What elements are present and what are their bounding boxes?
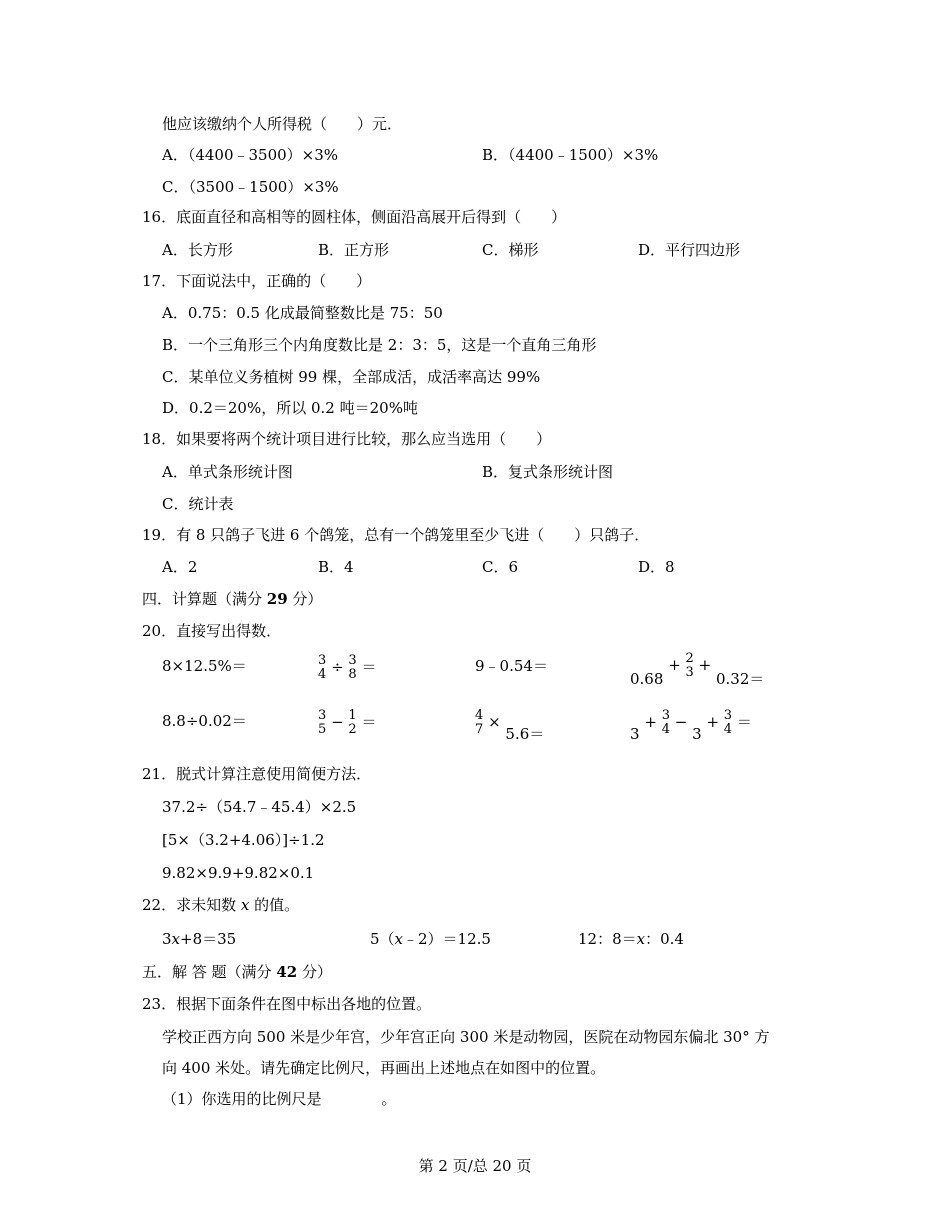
option-b: B．一个三角形三个内角度数比是 2：3：5，这是一个直角三角形 [162,336,597,354]
expression-2: [5×（3.2+4.06）]÷1.2 [162,831,325,849]
numerator: 3 [348,653,357,668]
operator: + [698,656,712,674]
operand: 0.68 [630,670,664,688]
equals: ＝ [361,713,377,731]
option-b: B．正方形 [318,241,390,259]
variable: x [240,896,250,914]
fraction [662,709,670,737]
page-footer: 第 2 页/总 20 页 [418,1157,532,1175]
option-a: A．（4400﹣3500）×3% [162,146,339,164]
numerator: 3 [318,653,327,668]
denominator: 4 [723,722,733,737]
option-c: C．某单位义务植树 99 棵，全部成活，成活率高达 99% [162,368,541,386]
paragraph-line: 学校正西方向 500 米是少年宫，少年宫正向 300 米是动物园，医院在动物园东偏北 30° 方 [162,1028,770,1046]
denominator: 3 [685,665,694,680]
variable: x [636,930,646,948]
expression-3: 9.82×9.9+9.82×0.1 [162,864,315,882]
expression-2 [318,654,377,682]
operand: 3 [630,725,640,743]
denominator: 4 [318,667,327,682]
equation-rest: +8＝35 [180,930,237,948]
option-b: B．复式条形统计图 [482,463,614,481]
operator: − [331,713,344,731]
operand: 5.6＝ [505,725,545,743]
expression-8 [630,709,752,742]
option-d: D．0.2＝20%，所以 0.2 吨＝20%吨 [162,399,418,417]
equation-pre: 12：8＝ [578,930,637,948]
option-c: C．统计表 [162,495,234,513]
numerator: 3 [661,708,670,723]
operator: + [644,713,657,731]
denominator: 8 [348,667,357,682]
stem-post: 的值。 [249,896,300,914]
operand: 0.32＝ [715,670,765,688]
section-heading-pre: 四．计算题（满分 [142,590,267,608]
equation-rest: ：0.4 [645,930,684,948]
option-c: C．（3500﹣1500）×3% [162,178,339,196]
expression-1: 37.2÷（54.7﹣45.4）×2.5 [162,798,357,816]
fraction [724,709,732,737]
option-a: A．单式条形统计图 [162,463,293,481]
section-heading-post: 分） [297,963,332,981]
fraction [318,654,326,682]
question-text: 他应该缴纳个人所得税（ ）元． [162,115,403,133]
numerator: 1 [348,708,357,723]
expression-1: 8×12.5%＝ [162,657,247,675]
numerator: 3 [723,708,733,723]
question-19: 19．有 8 只鸽子飞进 6 个鸽笼，总有一个鸽笼里至少飞进（ ）只鸽子． [142,526,650,544]
numerator: 2 [685,651,694,666]
question-20: 20．直接写出得数． [142,622,282,640]
option-b: B．（4400﹣1500）×3% [482,146,659,164]
section-heading-5 [142,962,332,982]
equation-1 [162,929,236,949]
variable: x [171,930,181,948]
operator: ÷ [331,658,344,676]
denominator: 5 [318,722,327,737]
section-heading-4 [142,589,322,609]
denominator: 7 [475,722,484,737]
option-d: D．平行四边形 [638,241,741,259]
expression-3: 9﹣0.54＝ [475,657,548,675]
operator: − [674,713,688,731]
paragraph-line: 向 400 米处。请先确定比例尺，再画出上述地点在如图中的位置。 [162,1059,606,1077]
sub-question: （1）你选用的比例尺是 。 [162,1090,397,1108]
denominator: 4 [661,722,670,737]
option-d: D．8 [638,558,675,576]
equals: ＝ [361,658,377,676]
expression-6 [318,709,377,737]
question-23: 23．根据下面条件在图中标出各地的位置。 [142,995,432,1013]
question-17: 17．下面说法中，正确的（ ） [142,272,372,290]
denominator: 2 [348,722,357,737]
question-22 [142,895,299,915]
fraction [348,654,356,682]
stem-pre: 22．求未知数 [142,896,241,914]
operator: + [706,713,720,731]
operator: × [488,713,501,731]
fraction [475,709,483,737]
section-heading-post: 分） [287,590,323,608]
equals: ＝ [736,713,752,731]
option-a: A．长方形 [162,241,233,259]
option-c: C．6 [482,558,519,576]
question-21: 21．脱式计算注意使用简便方法． [142,765,372,783]
operator: + [668,656,681,674]
option-c: C．梯形 [482,241,539,259]
equation-3 [578,929,684,949]
equation-pre: 5（ [370,930,395,948]
option-b: B．4 [318,558,354,576]
equation-rest: ﹣2）＝12.5 [403,930,491,948]
numerator: 4 [475,708,484,723]
section-score: 42 [276,963,298,981]
expression-5: 8.8÷0.02＝ [162,712,247,730]
operand: 3 [692,725,702,743]
option-a: A．2 [162,558,198,576]
fraction [318,709,326,737]
expression-7 [475,709,544,742]
expression-4 [630,652,764,687]
numerator: 3 [318,708,327,723]
equation-2 [370,929,491,949]
coefficient: 3 [162,930,172,948]
fraction [348,709,356,737]
variable: x [394,930,404,948]
section-heading-pre: 五．解 答 题（满分 [142,963,277,981]
question-16: 16．底面直径和高相等的圆柱体，侧面沿高展开后得到（ ） [142,208,567,226]
question-18: 18．如果要将两个统计项目进行比较，那么应当选用（ ） [142,430,552,448]
section-score: 29 [266,590,288,608]
option-a: A．0.75：0.5 化成最简整数比是 75：50 [162,304,443,322]
fraction [686,652,694,680]
